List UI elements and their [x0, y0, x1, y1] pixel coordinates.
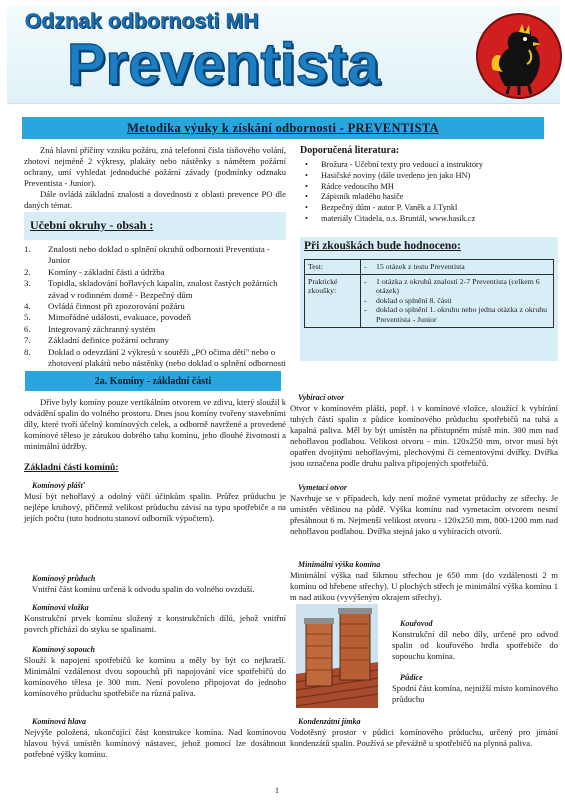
- part-text: Konstrukční díl nebo díly, určené pro odvod spalin od kouřového hrdla spotřebiče do sopouchu komína.: [392, 629, 558, 661]
- section-2a-intro: Dříve byly komíny pouze vertikálním otvorem ve zdivu, který sloužil k odvádění spalin do volného prostoru. Dnes jsou komíny tvořeny stavebními díly, které tvoří účelný komínových celek, a odborně navržené a provedené komínové těleso je zárukou dobrého tahu komínu, jeho dlouhé životnosti a minimální údržby.: [24, 397, 286, 451]
- table-row: [305, 260, 554, 275]
- part-text: Musí být nehořlavý a odolný vůči účinkům spalin. Průřez průduchu je nejlépe kruhový, přičemž velikost průduchu závisí na typu spotřebiče a na jejích počtu (tuto hodnotu stanoví odborník výpočtem).: [24, 491, 286, 523]
- table-row: [305, 274, 554, 327]
- intro-text: [24, 145, 286, 211]
- part-heading: Minimální výška komína: [298, 560, 381, 569]
- rooster-logo-icon: [475, 12, 563, 100]
- list-item: • Zápisník mladého hasiče: [305, 192, 404, 202]
- list-item: 7. Základní definice požární ochrany: [24, 335, 169, 346]
- part-heading: Komínová vložka: [32, 603, 89, 612]
- table-cell: Test:: [305, 260, 361, 275]
- list-item: 8. Doklad o odevzdání 2 výkresů v soutěži „PO očima dětí" nebo o zhotovení plakátů nebo nástěnky (nebo doklad o splnění odbornosti: [24, 346, 286, 369]
- part-text: Navrhuje se v případech, kdy není možné vymetat průduchy ze střechy. Je umístěn většinou na půdě. Výška komínu nad vymetacím otvorem nesmí přesáhnout 6 m. Nejmenší velikost otvoru - 120x250 mm, 800-1200 mm nad nehořlavou podlahou. Dvířka stejná jako u vybíracích otvorů.: [290, 493, 558, 536]
- part-text: Vodotěsný prostor v půdici komínového průduchu, určený pro jímání kondenzátů spalin. Používá se převážně u spotřebičů na plynná paliva.: [290, 727, 558, 748]
- intro-paragraph: Dále ovládá základní znalosti a dovednosti z oblasti prevence PO dle daných témat.: [24, 189, 286, 210]
- part-heading: Vymetací otvor: [298, 483, 347, 492]
- list-item: • Bezpečný dům - autor P. Vaněk a J.Tynkl: [305, 203, 458, 213]
- part-text: Vnitřní část komínu určená k odvodu spalin do volného ovzduší.: [32, 584, 255, 594]
- topics-list: [24, 244, 286, 381]
- page-header: [7, 6, 560, 104]
- list-item: 2. Komíny - základní části a údržba: [24, 266, 165, 277]
- part-heading: Komínová hlava: [32, 717, 87, 726]
- part-text: Spodní část komína, nejnižší místo komínového průduchu: [392, 683, 558, 704]
- part-text: Konstrukční prvek komínu složený z konstrukčních dílů, jehož vnitřní povrch přichází do styku se spalinami.: [24, 613, 286, 634]
- literature-list: [305, 160, 555, 225]
- list-item: 5. Mimořádné události, evakuace, povodeň: [24, 312, 191, 323]
- intro-paragraph: Zná hlavní příčiny vzniku požáru, zná telefonní čísla tísňového volání, zhotoví nejméně 2 výkresy, plakáty nebo nástěnky s námětem požární ochrany, umí vyhledat jednoduché požární závady (podmínky odznaku Preventista - Junior).: [24, 145, 286, 188]
- list-item: 6. Integrovaný záchranný systém: [24, 323, 156, 334]
- topics-title: Učební okruhy - obsah :: [30, 218, 154, 232]
- list-item: 1. Znalosti nebo doklad o splnění okruhů odbornosti Preventista - Junior: [24, 244, 270, 266]
- part-text: Minimální výška nad šikmou střechou je 650 mm (do vzdálenosti 2 m komínu od hřebene střechy). U plochých střech je minimální výška komínu 1 m nad atikou (vyvýšeným okrajem střechy).: [290, 570, 558, 602]
- part-text: Otvor v komínovém plášti, popř. i v komínové vložce, sloužící k vybírání tuhých částí spalin z půdice komínového průduchu spotřebičů na tuhá a kapalná paliva. Měl by být umístěn na přístupném místě min. 300 mm nad nehořlavou podlahou. Velikost otvoru - min. 120x250 mm, otvor musí být opatřen dvojitými nehořlavými, plechovými či cementovými dvířky. Dvířka jsou označena podle druhu paliva připojených spotřebičů.: [290, 403, 558, 468]
- topics-header-box: [24, 212, 286, 240]
- methodology-banner: Metodika výuky k získání odbornosti - PREVENTISTA: [22, 117, 544, 139]
- table-cell: Praktické zkoušky:: [305, 274, 361, 327]
- part-heading: Půdice: [400, 673, 423, 682]
- chimney-photo: [296, 604, 378, 708]
- part-heading: Komínový sopouch: [32, 645, 95, 654]
- part-heading: Komínový průduch: [32, 574, 96, 583]
- list-item: • Hasičské noviny (dále uvedeno jen jako HN): [305, 170, 471, 180]
- literature-title: Doporučená literatura:: [300, 145, 400, 156]
- table-cell: - 1 otázka z okruhů znalostí 2-7 Preventista (celkem 6 otázek) - doklad o splnění 8. části - doklad o splnění 1. okruhu nebo jedna otázka z okruhu Preventista - Junior: [361, 274, 554, 327]
- part-text: Slouží k napojení spotřebičů ke komínu a měly by být co nejkratší. Minimální vzdálenost dvou sopouchů při napojování více spotřebičů do komínového tělesa je 300 mm. Není povoleno připojovat do jednoho komínového průduchu spotřebiče na různá paliva.: [24, 655, 286, 698]
- section-2a-bar: 2a. Komíny - základní části: [25, 371, 281, 391]
- part-heading: Komínový plášť: [32, 481, 85, 490]
- list-item: 3. Topidla, skladování hořlavých kapalin, znalost častých požárních závad v rodinném domě - Bezpečný dům: [24, 278, 278, 300]
- evaluation-title: Při zkouškách bude hodnoceno:: [304, 240, 461, 252]
- evaluation-box: [300, 237, 558, 361]
- page-number: 1: [275, 786, 279, 795]
- header-subtitle: Odznak odbornosti MH: [25, 10, 259, 33]
- part-text: Nejvýše položená, ukončující část konstrukce komína. Nad komínovou hlavou bývá umístěn komínový nástavec, jehož pomocí lze dosáhnout potřebné výšky komínu.: [24, 727, 286, 759]
- list-item: • materiály Citadela, o.s. Bruntál, www.hasik.cz: [305, 213, 476, 223]
- evaluation-table: [304, 259, 554, 328]
- chimney-parts-title: Základní části komínů:: [24, 463, 119, 473]
- part-heading: Kondenzátní jímka: [298, 717, 361, 726]
- list-item: • Rádce vedoucího MH: [305, 181, 394, 191]
- table-cell: - 15 otázek z testu Preventista: [361, 260, 554, 275]
- list-item: • Brožura - Učební texty pro vedoucí a instruktory: [305, 160, 483, 169]
- part-heading: Kouřovod: [400, 619, 433, 628]
- list-item: 4. Ovládá činnost při zpozorování požáru: [24, 301, 185, 312]
- header-title: Preventista: [67, 32, 380, 97]
- part-heading: Vybírací otvor: [298, 393, 345, 402]
